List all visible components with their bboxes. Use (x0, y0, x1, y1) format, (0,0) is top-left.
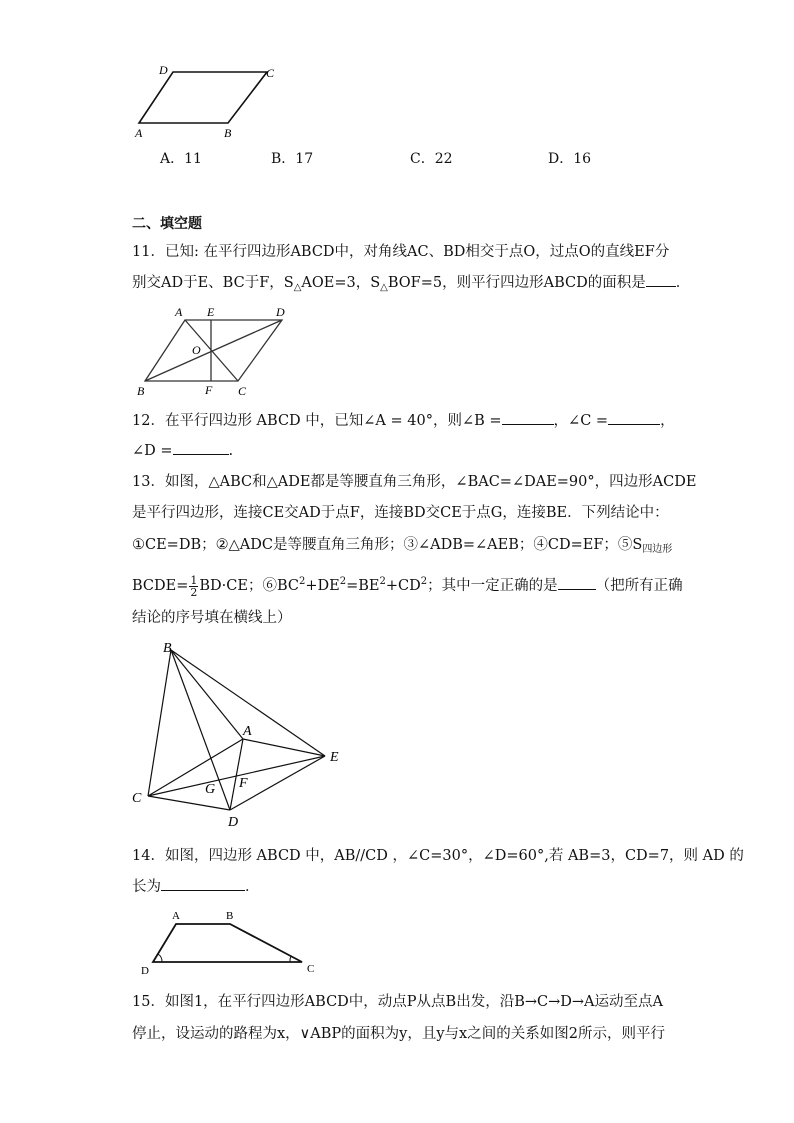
q13-label-b: B (163, 641, 172, 656)
q10-parallelogram-figure (130, 60, 290, 145)
q14-label-d: D (141, 965, 149, 977)
q13-label-e: E (330, 750, 339, 765)
q10-label-c: C (266, 66, 275, 80)
q11-label-f: F (205, 383, 213, 397)
q13-label-d: D (228, 815, 239, 830)
q14-line1: 14．如图，四边形 ABCD 中，AB//CD ，∠C=30°，∠D=60°,若 AB=3，CD=7，则 AD 的 (132, 848, 744, 864)
choice-b: B．17 (271, 151, 314, 167)
choice-a: A．11 (160, 151, 202, 167)
q11-label-a: A (175, 305, 183, 319)
q12-blank-b[interactable] (502, 424, 554, 425)
q14-trapezoid-figure (136, 906, 326, 978)
q11-label-b: B (137, 384, 145, 398)
q13-line3: ①CE=DB；②△ADC是等腰直角三角形；③∠ADB=∠AEB；④CD=EF；$⑤S_{四边形}$ (132, 537, 673, 555)
q11-label-o: O (192, 343, 201, 357)
q12-blank-d[interactable] (173, 454, 229, 455)
q11-answer-blank[interactable] (646, 286, 676, 287)
q11-label-d: D (276, 305, 285, 319)
q14-label-a: A (172, 910, 180, 922)
q11-line2: 别交AD于E、BC于F，$S_\triangle AOE=3$，$S_\triangle BOF=5$，则平行四边形ABCD的面积是 ． (132, 275, 691, 293)
q11-label-e: E (207, 305, 215, 319)
q12-line2: ∠D = . (132, 443, 234, 459)
q13-line4: BCDE= $\frac{1}{2}$ BD·CE；$⑥BC^2+DE^2=BE^2+CD^2$；其中一定正确的是 （把所有正确 (132, 573, 683, 599)
q13-line5: 结论的序号填在横线上） (132, 610, 292, 626)
q13-answer-blank[interactable] (558, 589, 596, 590)
q14-line2: 长为 ． (132, 879, 260, 895)
q11-label-c: C (238, 384, 247, 398)
q13-label-g: G (205, 782, 216, 797)
q13-label-f: F (239, 776, 248, 791)
q13-label-a: A (243, 724, 252, 739)
q13-line2: 是平行四边形，连接CE交AD于点F，连接BD交CE于点G，连接BE．下列结论中： (132, 505, 669, 521)
q12-blank-c[interactable] (608, 424, 660, 425)
q13-geometry-figure (128, 636, 358, 834)
q14-label-c: C (307, 963, 315, 975)
q10-label-d: D (159, 63, 168, 77)
q12-line1: 12．在平行四边形 ABCD 中，已知∠A = 40°，则∠B = ，∠C = ， (132, 413, 675, 429)
q15-line1: 15．如图1，在平行四边形ABCD中，动点P从点B出发，沿B→C→D→A运动至点A (132, 994, 663, 1010)
q11-parallelogram-figure (135, 303, 295, 399)
q13-fraction: $\frac{1}{2}$ (190, 573, 198, 599)
q15-line2: 停止，设运动的路程为x，∨ABP的面积为y，且y与x之间的关系如图2所示，则平行 (132, 1026, 665, 1042)
q10-label-b: B (224, 126, 232, 140)
q11-line1: 11．已知: 在平行四边形ABCD中，对角线AC、BD相交于点O，过点O的直线EF分 (132, 244, 670, 260)
choice-d: D．16 (548, 151, 592, 167)
choice-c: C．22 (410, 151, 453, 167)
q14-answer-blank[interactable] (161, 890, 245, 891)
section-title: 二、填空题 (132, 216, 202, 232)
q10-label-a: A (135, 126, 143, 140)
q13-line1: 13．如图，△ABC和△ADE都是等腰直角三角形，∠BAC=∠DAE=90°，四边形ACDE (132, 474, 697, 490)
q14-label-b: B (226, 910, 234, 922)
q13-label-c: C (132, 791, 142, 806)
